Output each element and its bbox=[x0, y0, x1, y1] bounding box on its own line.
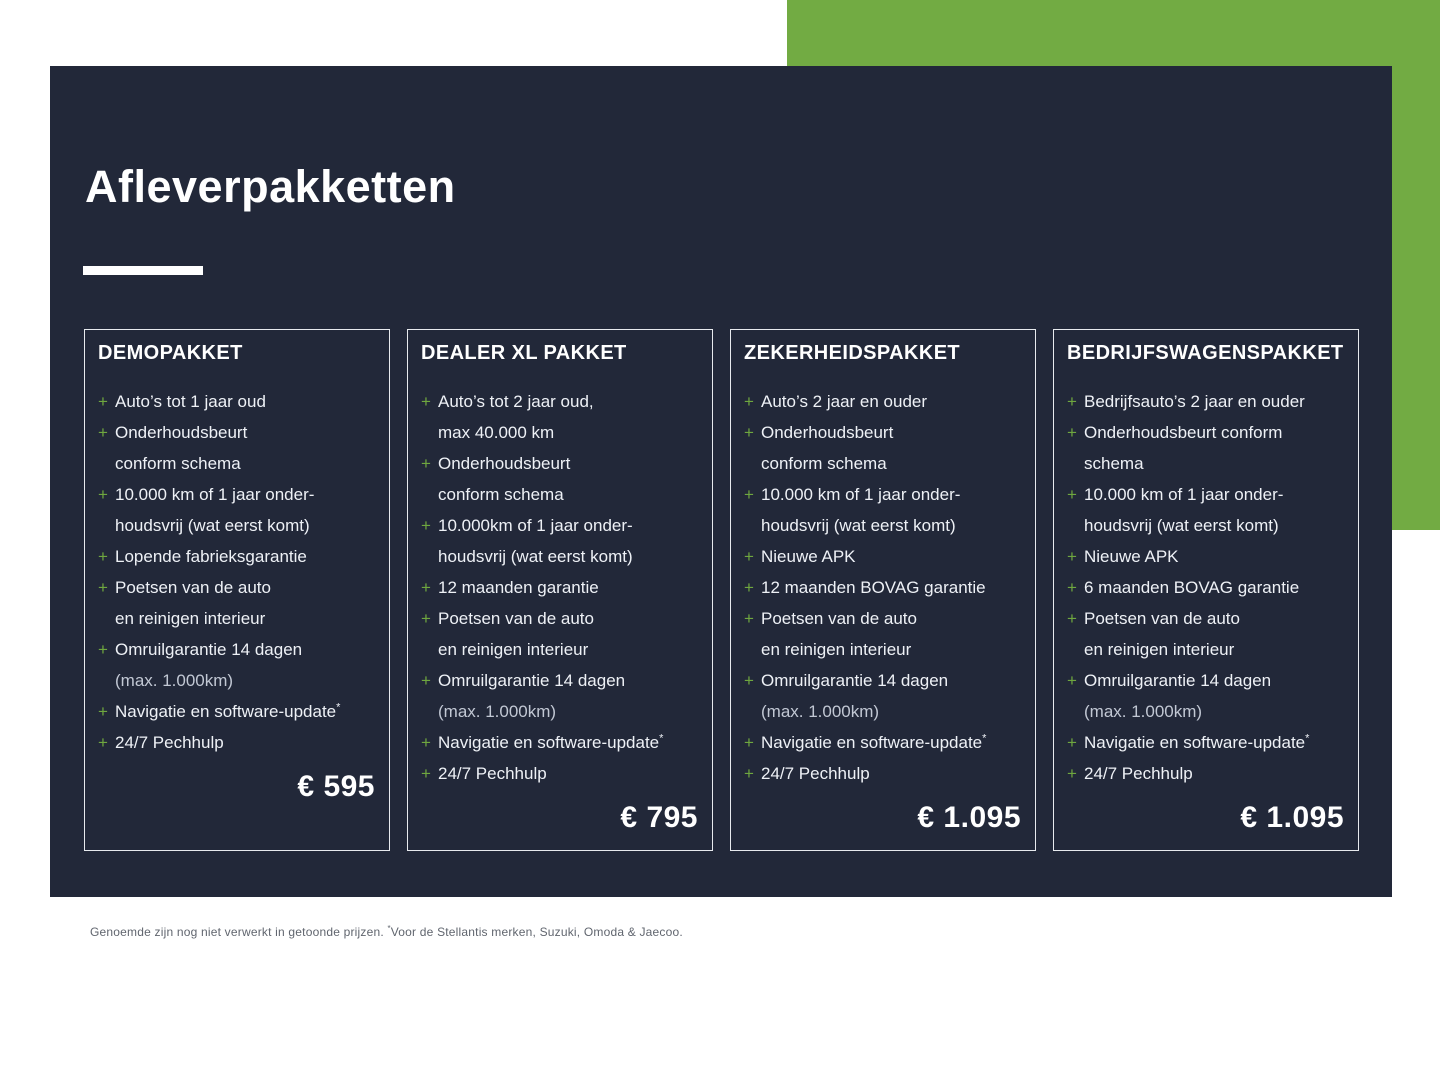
feature-text: Auto’s 2 jaar en ouder bbox=[761, 392, 928, 411]
plus-icon: + bbox=[1067, 423, 1077, 442]
feature-text: Nieuwe APK bbox=[1084, 547, 1179, 566]
plus-icon: + bbox=[744, 764, 754, 783]
feature-line-continued bbox=[421, 541, 699, 572]
feature-line-continued bbox=[421, 479, 699, 510]
feature-line bbox=[744, 665, 1022, 696]
page-title: Afleverpakketten bbox=[85, 161, 456, 212]
footnote-text: Voor de Stellantis merken, Suzuki, Omoda & Jaecoo. bbox=[390, 925, 683, 939]
plus-icon: + bbox=[421, 454, 431, 473]
feature-line bbox=[1067, 417, 1345, 448]
feature-line bbox=[744, 572, 1022, 603]
feature-text: 24/7 Pechhulp bbox=[761, 764, 870, 783]
plus-icon: + bbox=[98, 547, 108, 566]
feature-line-continued bbox=[744, 696, 1022, 727]
feature-text: 10.000 km of 1 jaar onder- bbox=[1084, 485, 1284, 504]
package-card-bedrijfswagenspakket bbox=[1053, 329, 1359, 851]
plus-icon: + bbox=[744, 671, 754, 690]
footnote-asterisk: * bbox=[387, 924, 391, 933]
plus-icon: + bbox=[98, 702, 108, 721]
feature-line-continued bbox=[421, 696, 699, 727]
package-price: € 595 bbox=[297, 770, 375, 803]
feature-text: 10.000km of 1 jaar onder- bbox=[438, 516, 633, 535]
feature-line bbox=[1067, 665, 1345, 696]
footnote bbox=[90, 925, 683, 939]
package-price: € 1.095 bbox=[1240, 801, 1344, 834]
feature-line bbox=[1067, 727, 1345, 758]
feature-text: conform schema bbox=[438, 485, 564, 504]
feature-line bbox=[421, 572, 699, 603]
feature-text: Onderhoudsbeurt conform bbox=[1084, 423, 1283, 442]
feature-line-continued bbox=[1067, 510, 1345, 541]
feature-line bbox=[1067, 758, 1345, 789]
feature-line-continued bbox=[98, 448, 376, 479]
feature-list bbox=[98, 386, 376, 758]
feature-text: houdsvrij (wat eerst komt) bbox=[115, 516, 310, 535]
plus-icon: + bbox=[744, 485, 754, 504]
package-name: BEDRIJFSWAGENSPAKKET bbox=[1067, 342, 1344, 364]
title-underline bbox=[83, 266, 203, 275]
feature-line-continued bbox=[744, 510, 1022, 541]
feature-text: en reinigen interieur bbox=[115, 609, 266, 628]
plus-icon: + bbox=[1067, 733, 1077, 752]
asterisk-superscript: * bbox=[982, 732, 987, 745]
feature-line bbox=[744, 386, 1022, 417]
feature-text: Auto’s tot 2 jaar oud, bbox=[438, 392, 594, 411]
feature-line bbox=[744, 758, 1022, 789]
feature-line-continued bbox=[1067, 448, 1345, 479]
feature-line bbox=[744, 603, 1022, 634]
feature-text: 24/7 Pechhulp bbox=[438, 764, 547, 783]
feature-line bbox=[98, 572, 376, 603]
feature-text: en reinigen interieur bbox=[761, 640, 912, 659]
feature-line-continued bbox=[421, 417, 699, 448]
package-name: DEALER XL PAKKET bbox=[421, 342, 627, 364]
feature-line bbox=[744, 479, 1022, 510]
feature-text: Poetsen van de auto bbox=[761, 609, 917, 628]
feature-list bbox=[1067, 386, 1345, 789]
feature-line-continued bbox=[98, 510, 376, 541]
feature-list bbox=[744, 386, 1022, 789]
plus-icon: + bbox=[98, 733, 108, 752]
feature-line bbox=[421, 603, 699, 634]
feature-line bbox=[98, 727, 376, 758]
feature-text: Onderhoudsbeurt bbox=[115, 423, 248, 442]
feature-text: en reinigen interieur bbox=[1084, 640, 1235, 659]
plus-icon: + bbox=[744, 733, 754, 752]
feature-line bbox=[421, 448, 699, 479]
footnote-text: Genoemde zijn nog niet verwerkt in getoonde prijzen. bbox=[90, 925, 388, 939]
feature-line-continued bbox=[1067, 696, 1345, 727]
feature-text: (max. 1.000km) bbox=[438, 702, 557, 721]
feature-line bbox=[98, 541, 376, 572]
feature-text: Poetsen van de auto bbox=[115, 578, 271, 597]
feature-line bbox=[1067, 603, 1345, 634]
plus-icon: + bbox=[744, 578, 754, 597]
feature-line bbox=[1067, 386, 1345, 417]
feature-line bbox=[98, 696, 376, 727]
feature-line bbox=[421, 758, 699, 789]
plus-icon: + bbox=[421, 764, 431, 783]
plus-icon: + bbox=[1067, 578, 1077, 597]
feature-text: houdsvrij (wat eerst komt) bbox=[761, 516, 956, 535]
feature-text: Nieuwe APK bbox=[761, 547, 856, 566]
asterisk-superscript: * bbox=[336, 701, 341, 714]
feature-text: Auto’s tot 1 jaar oud bbox=[115, 392, 266, 411]
plus-icon: + bbox=[1067, 547, 1077, 566]
plus-icon: + bbox=[98, 578, 108, 597]
feature-line-continued bbox=[98, 665, 376, 696]
feature-line-continued bbox=[744, 448, 1022, 479]
feature-text: Navigatie en software-update* bbox=[1084, 732, 1310, 752]
plus-icon: + bbox=[744, 547, 754, 566]
feature-text: 10.000 km of 1 jaar onder- bbox=[761, 485, 961, 504]
package-name: ZEKERHEIDSPAKKET bbox=[744, 342, 961, 364]
feature-text: schema bbox=[1084, 454, 1144, 473]
plus-icon: + bbox=[421, 392, 431, 411]
feature-text: en reinigen interieur bbox=[438, 640, 589, 659]
feature-line bbox=[98, 417, 376, 448]
plus-icon: + bbox=[744, 609, 754, 628]
feature-text: Lopende fabrieksgarantie bbox=[115, 547, 307, 566]
feature-text: (max. 1.000km) bbox=[1084, 702, 1203, 721]
plus-icon: + bbox=[421, 609, 431, 628]
package-card-demopakket bbox=[84, 329, 390, 851]
feature-text: Poetsen van de auto bbox=[438, 609, 594, 628]
feature-text: (max. 1.000km) bbox=[761, 702, 880, 721]
feature-line bbox=[1067, 541, 1345, 572]
package-price: € 1.095 bbox=[917, 801, 1021, 834]
plus-icon: + bbox=[1067, 764, 1077, 783]
asterisk-superscript: * bbox=[659, 732, 664, 745]
feature-line-continued bbox=[1067, 634, 1345, 665]
feature-text: houdsvrij (wat eerst komt) bbox=[1084, 516, 1279, 535]
plus-icon: + bbox=[1067, 392, 1077, 411]
plus-icon: + bbox=[421, 733, 431, 752]
plus-icon: + bbox=[421, 671, 431, 690]
plus-icon: + bbox=[98, 423, 108, 442]
feature-text: 24/7 Pechhulp bbox=[1084, 764, 1193, 783]
plus-icon: + bbox=[421, 516, 431, 535]
feature-line bbox=[98, 634, 376, 665]
feature-line bbox=[421, 665, 699, 696]
package-price: € 795 bbox=[620, 801, 698, 834]
package-name: DEMOPAKKET bbox=[98, 342, 243, 364]
feature-line bbox=[744, 417, 1022, 448]
feature-line bbox=[744, 727, 1022, 758]
feature-text: conform schema bbox=[761, 454, 887, 473]
feature-text: Onderhoudsbeurt bbox=[761, 423, 894, 442]
package-card-zekerheidspakket bbox=[730, 329, 1036, 851]
feature-line bbox=[744, 541, 1022, 572]
plus-icon: + bbox=[744, 423, 754, 442]
feature-text: Poetsen van de auto bbox=[1084, 609, 1240, 628]
plus-icon: + bbox=[98, 485, 108, 504]
feature-line-continued bbox=[744, 634, 1022, 665]
feature-text: 10.000 km of 1 jaar onder- bbox=[115, 485, 315, 504]
feature-text: 12 maanden BOVAG garantie bbox=[761, 578, 986, 597]
package-card-dealer-xl-pakket bbox=[407, 329, 713, 851]
packages-panel bbox=[50, 66, 1392, 897]
feature-text: houdsvrij (wat eerst komt) bbox=[438, 547, 633, 566]
feature-line bbox=[421, 510, 699, 541]
plus-icon: + bbox=[421, 578, 431, 597]
feature-line bbox=[98, 479, 376, 510]
feature-line-continued bbox=[98, 603, 376, 634]
feature-text: conform schema bbox=[115, 454, 241, 473]
plus-icon: + bbox=[1067, 671, 1077, 690]
feature-text: Onderhoudsbeurt bbox=[438, 454, 571, 473]
plus-icon: + bbox=[98, 640, 108, 659]
plus-icon: + bbox=[98, 392, 108, 411]
plus-icon: + bbox=[1067, 609, 1077, 628]
feature-text: 12 maanden garantie bbox=[438, 578, 599, 597]
feature-line-continued bbox=[421, 634, 699, 665]
plus-icon: + bbox=[1067, 485, 1077, 504]
feature-text: Omruilgarantie 14 dagen bbox=[115, 640, 303, 659]
package-cards bbox=[84, 329, 1359, 851]
feature-line bbox=[98, 386, 376, 417]
feature-text: Navigatie en software-update* bbox=[761, 732, 987, 752]
feature-text: 6 maanden BOVAG garantie bbox=[1084, 578, 1300, 597]
feature-text: Navigatie en software-update* bbox=[115, 701, 341, 721]
feature-text: max 40.000 km bbox=[438, 423, 555, 442]
feature-line bbox=[421, 386, 699, 417]
plus-icon: + bbox=[744, 392, 754, 411]
feature-text: Omruilgarantie 14 dagen bbox=[761, 671, 949, 690]
feature-text: (max. 1.000km) bbox=[115, 671, 234, 690]
feature-line bbox=[1067, 572, 1345, 603]
feature-list bbox=[421, 386, 699, 789]
feature-line bbox=[421, 727, 699, 758]
feature-line bbox=[1067, 479, 1345, 510]
feature-text: Omruilgarantie 14 dagen bbox=[1084, 671, 1272, 690]
feature-text: 24/7 Pechhulp bbox=[115, 733, 224, 752]
feature-text: Omruilgarantie 14 dagen bbox=[438, 671, 626, 690]
feature-text: Bedrijfsauto’s 2 jaar en ouder bbox=[1084, 392, 1305, 411]
asterisk-superscript: * bbox=[1305, 732, 1310, 745]
feature-text: Navigatie en software-update* bbox=[438, 732, 664, 752]
